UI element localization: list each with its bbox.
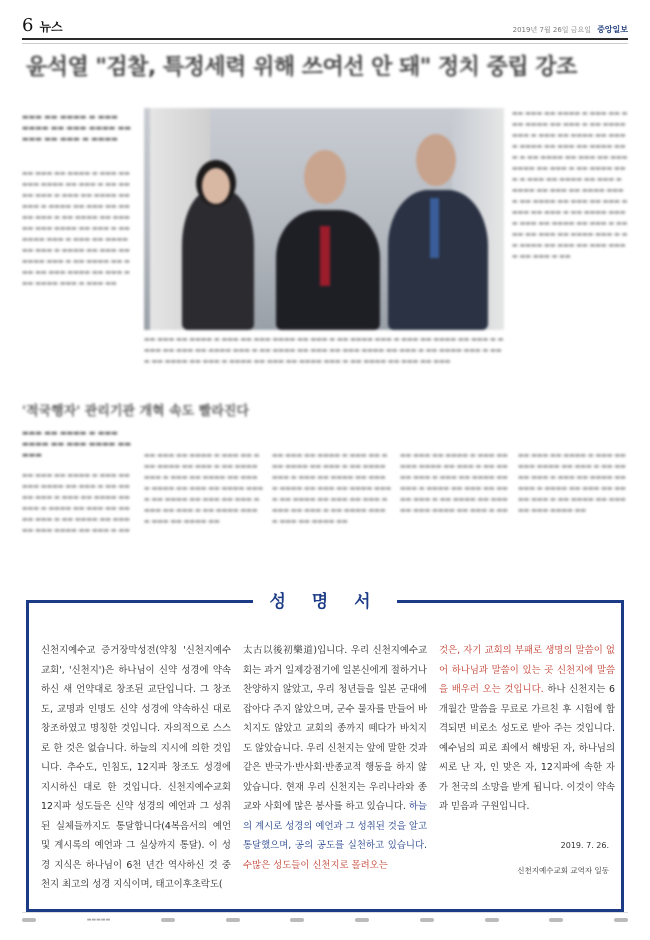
footer-text: ▬▬▬▬▬ <box>86 917 111 923</box>
person-left <box>182 190 254 330</box>
issue-date: 2019년 7월 26일 금요일 <box>512 26 592 34</box>
section-label: 뉴스 <box>39 20 63 34</box>
statement-col2-highlight-red: 수많은 성도들이 신천지로 몰려오는 <box>243 859 388 871</box>
article-body-col: ▬▬ ▬▬▬ ▬▬ ▬▬▬▬ ▬ ▬▬▬ ▬▬ ▬▬▬ ▬▬▬▬ ▬▬ ▬▬▬ ▬ ▬▬ ▬▬▬▬ ▬▬▬ ▬ ▬▬▬ ▬▬ ▬▬▬▬ ▬▬ ▬▬▬ ▬ ▬▬▬▬ ▬▬ ▬▬▬ ▬▬ ▬▬▬▬ ▬▬▬ ▬ ▬▬ ▬▬▬▬ ▬▬ ▬▬▬ ▬▬ ▬▬▬ ▬▬▬▬ ▬▬ ▬▬▬ ▬ ▬▬ ▬▬▬▬ ▬▬▬ ▬ ▬▬▬ ▬▬ ▬▬▬▬ ▬▬ ▬▬▬ ▬ ▬▬▬▬ ▬▬ ▬▬▬ ▬▬ ▬▬▬▬ ▬▬▬ ▬ ▬▬ ▬▬▬▬ ▬▬ ▬▬▬ ▬▬ ▬▬▬ ▬▬▬▬ ▬▬ ▬▬▬ ▬ ▬▬ ▬▬▬▬ ▬▬▬ ▬ ▬▬▬ ▬▬ <box>22 170 130 287</box>
statement-column-1: 신천지예수교 증거장막성전(약칭 '신천지예수교회', '신천지')은 하나님이 신약 성경에 약속하신 새 언약대로 창조된 교단입니다. 그 창조도, 교명과 인명도 신약 성경에 약속하신 대로 창조하였고 명칭한 것입니다. 자의적으로 스스로 한 것은 없습니다. 하늘의 지시에 의한 것입니다. 추수도, 인침도, 12지파 창조도 성경에 지시하신 대로 한 것입니다. 신천지예수교회 12지파 성도들은 신약 성경의 예언과 그 성취된 실체들까지도 통달합니다(4복음서의 예언 및 계시록의 예언과 그 실상까지 통달). 이 성경 지식은 하나님이 6천 년간 역사하신 것 중 천지 최고의 성경 지식이며, 태고이후초락도( <box>41 645 231 890</box>
statement-col2-highlight-blue: 하늘의 계시로 성경의 예언과 그 성취된 것을 알고 통달했으며, 공의 공도를 실천하고 있습니다. <box>243 801 427 851</box>
page-footer <box>22 912 628 924</box>
paper-name: 중앙일보 <box>597 25 628 34</box>
article-body-col: ▬▬ ▬▬▬ ▬▬ ▬▬▬▬ ▬ ▬▬▬ ▬▬ ▬▬▬ ▬▬▬▬ ▬▬ ▬▬▬ ▬ ▬▬ ▬▬▬▬ ▬▬▬ ▬ ▬▬▬ ▬▬ ▬▬▬▬ ▬▬ ▬▬▬ ▬ ▬▬▬▬ ▬▬ ▬▬▬ ▬▬ ▬▬▬▬ ▬▬▬ ▬ ▬▬ ▬▬▬▬ ▬▬ ▬▬▬ ▬▬ ▬▬▬ ▬▬▬▬ ▬▬ ▬▬▬ ▬ ▬▬ ▬▬▬▬ ▬▬▬ ▬ ▬▬▬ ▬▬ ▬▬▬▬ ▬▬ <box>144 452 264 525</box>
person-right-face <box>416 134 456 186</box>
footer-mark <box>420 918 434 922</box>
footer-mark <box>290 918 304 922</box>
statement-col2-text: 太古以後初樂道)입니다. 우리 신천지예수교회는 과거 일제강점기에 일본신에게 절하거나 찬양하지 않았고, 우리 청년들을 일본 군대에 잡아다 주지 않았으며, 군수 물자를 만들어 바치지도 않았고 교회의 종까지 떼다가 바치지도 않았습니다. 우리 신천지는 앞에 말한 것과 같은 반국가·반사회·반종교적 행동을 하지 않았습니다. 현재 우리 신천지는 우리나라와 종교와 사회에 많은 봉사를 하고 있습니다. <box>243 645 427 812</box>
person-center-tie <box>320 226 330 286</box>
page-number: 6 <box>22 15 34 36</box>
person-center-face <box>304 150 346 204</box>
footer-mark <box>549 918 563 922</box>
page-header <box>22 15 628 40</box>
article-body-col: ▬▬ ▬▬▬ ▬▬ ▬▬▬▬ ▬ ▬▬▬ ▬▬ ▬▬▬ ▬▬▬▬ ▬▬ ▬▬▬ ▬ ▬▬ ▬▬▬▬ ▬▬▬ ▬ ▬▬▬ ▬▬ ▬▬▬▬ ▬▬ ▬▬▬ ▬ ▬▬▬▬ ▬▬ ▬▬▬ ▬▬ ▬▬▬▬ ▬▬▬ ▬ ▬▬ ▬▬▬▬ ▬▬ ▬▬▬ ▬▬ ▬▬▬ ▬▬▬▬ ▬▬ ▬▬▬ ▬ ▬▬ ▬▬▬▬ ▬▬▬ ▬ ▬▬▬ ▬▬ ▬▬▬▬ ▬▬ <box>272 452 392 525</box>
article-body-col: ▬▬ ▬▬▬ ▬▬ ▬▬▬▬ ▬ ▬▬▬ ▬▬ ▬▬▬ ▬▬▬▬ ▬▬ ▬▬▬ ▬ ▬▬ ▬▬▬▬ ▬▬▬ ▬ ▬▬▬ ▬▬ ▬▬▬▬ ▬▬ ▬▬▬ ▬ ▬▬▬▬ ▬▬ ▬▬▬ ▬▬ ▬▬▬▬ ▬▬▬ ▬ ▬▬ ▬▬▬▬ ▬▬ ▬▬▬ ▬▬ ▬▬▬ ▬▬▬▬ ▬▬ ▬▬▬ ▬ ▬▬ ▬▬▬▬ ▬▬▬ ▬ ▬▬▬ ▬▬ ▬▬▬▬ ▬▬ ▬▬▬ ▬ ▬▬▬▬ ▬▬ ▬▬▬ ▬▬ ▬▬▬▬ ▬▬▬ ▬ ▬▬ ▬▬▬▬ ▬▬ ▬▬▬ ▬▬ ▬▬▬ ▬▬▬▬ ▬▬ ▬▬▬ ▬ ▬▬ ▬▬▬▬ ▬▬▬ ▬ ▬▬▬ ▬▬ ▬▬▬▬ ▬▬ ▬▬▬ ▬ ▬▬▬▬ ▬▬ ▬▬▬ ▬▬ ▬▬▬▬ ▬▬▬ ▬ ▬▬ ▬▬▬▬ ▬▬ ▬▬▬ ▬▬ ▬▬▬ ▬▬▬▬ ▬▬ ▬▬▬ ▬ ▬▬ <box>512 110 628 260</box>
article-subheadline: '적국행자' 관리기관 개혁 속도 빨라진다 <box>22 404 249 419</box>
blurred-article <box>22 50 628 580</box>
article-body-col: ▬▬ ▬▬▬ ▬▬ ▬▬▬▬ ▬ ▬▬▬ ▬▬ ▬▬▬ ▬▬▬▬ ▬▬ ▬▬▬ ▬ ▬▬ ▬▬▬▬ ▬▬▬ ▬ ▬▬▬ ▬▬ ▬▬▬▬ ▬▬ ▬▬▬ ▬ ▬▬▬▬ ▬▬ ▬▬▬ ▬▬ ▬▬▬▬ ▬▬▬ ▬ ▬▬ ▬▬▬▬ ▬▬ ▬▬▬ ▬▬ ▬▬▬ ▬▬▬▬ ▬▬ <box>518 452 626 514</box>
person-right-tie <box>430 198 439 258</box>
statement-box <box>26 592 624 912</box>
article-body-col: ▬▬ ▬▬▬ ▬▬ ▬▬▬▬ ▬ ▬▬▬ ▬▬ ▬▬▬ ▬▬▬▬ ▬▬ ▬▬▬ ▬ ▬▬ ▬▬▬▬ ▬▬▬ ▬ ▬▬▬ ▬▬ ▬▬▬▬ ▬▬ ▬▬▬ ▬ ▬▬▬▬ ▬▬ ▬▬▬ ▬▬ ▬▬▬▬ ▬▬▬ ▬ ▬▬ ▬▬▬▬ ▬▬ ▬▬▬ ▬▬ ▬▬▬ ▬▬▬▬ ▬▬ ▬▬▬ ▬ ▬▬ ▬▬▬▬ ▬▬▬ ▬ ▬▬▬ ▬▬ ▬▬▬▬ ▬▬ ▬▬▬ ▬ ▬▬▬▬ ▬▬ ▬▬▬ ▬▬ ▬▬▬▬ ▬▬▬ ▬ ▬▬ ▬▬▬▬ ▬▬ ▬▬▬ ▬▬ ▬▬▬ <box>144 336 504 365</box>
statement-column-3 <box>439 641 615 817</box>
article-photo <box>144 108 504 330</box>
article-body-col: ▬▬ ▬▬▬ ▬▬ ▬▬▬▬ ▬ ▬▬▬ ▬▬ ▬▬▬ ▬▬▬▬ ▬▬ ▬▬▬ ▬ ▬▬ ▬▬▬▬ ▬▬▬ ▬ ▬▬▬ ▬▬ ▬▬▬▬ ▬▬ ▬▬▬ ▬ ▬▬▬▬ ▬▬ ▬▬▬ ▬▬ ▬▬▬▬ ▬▬▬ ▬ ▬▬ ▬▬▬▬ ▬▬ ▬▬▬ ▬▬ ▬▬▬ ▬▬▬▬ ▬▬ ▬▬▬ ▬ ▬▬ <box>400 452 508 514</box>
article-headline: 윤석열 "검찰, 특정세력 위해 쓰여선 안 돼" 정치 중립 강조 <box>26 55 577 80</box>
statement-col3-highlight-red: 것은, 자기 교회의 부패로 생명의 말씀이 없어 하나님과 말씀이 있는 곳 신천지에 말씀을 배우러 오는 것입니다. <box>439 645 615 695</box>
statement-col3-text: 하나 신천지는 6개월간 말씀을 무료로 가르친 후 시험에 합격되면 비로소 성도로 받아 주는 것입니다. 예수님의 피로 죄에서 해방된 자, 하나님의 씨로 난 자, 인 맞은 자, 12지파에 속한 자가 천국의 소망을 받게 됩니다. 이것이 약속과 믿음과 구원입니다. <box>439 684 616 812</box>
subarticle-deck-placeholder: ▬▬▬ ▬▬ ▬▬▬▬ ▬ ▬▬▬ ▬▬▬▬ ▬▬ ▬▬▬ ▬▬▬▬ ▬▬ ▬▬▬ <box>22 429 131 459</box>
statement-date: 2019. 7. 26. <box>560 841 609 850</box>
statement-signature: 신천지예수교회 교역자 일동 <box>517 866 609 875</box>
header-right <box>513 24 628 35</box>
statement-column-2 <box>243 641 427 875</box>
footer-mark <box>614 918 628 922</box>
article-body-col: ▬▬ ▬▬▬ ▬▬ ▬▬▬▬ ▬ ▬▬▬ ▬▬ ▬▬▬ ▬▬▬▬ ▬▬ ▬▬▬ ▬ ▬▬ ▬▬▬▬ ▬▬▬ ▬ ▬▬▬ ▬▬ ▬▬▬▬ ▬▬ ▬▬▬ ▬ ▬▬▬▬ ▬▬ ▬▬▬ ▬▬ ▬▬▬▬ ▬▬▬ ▬ ▬▬ ▬▬▬▬ ▬▬ ▬▬▬ ▬▬ ▬▬▬ ▬▬▬▬ ▬▬ ▬▬▬ ▬ ▬▬ <box>22 472 130 534</box>
statement-title: 성 명 서 <box>253 591 396 613</box>
footer-mark <box>355 918 369 922</box>
header-left <box>22 17 63 35</box>
footer-mark <box>161 918 175 922</box>
footer-mark <box>485 918 499 922</box>
statement-title-wrap <box>29 591 621 613</box>
header-divider <box>22 43 628 44</box>
person-left-face <box>202 168 230 204</box>
footer-mark <box>226 918 240 922</box>
footer-mark <box>22 918 36 922</box>
article-deck-placeholder: ▬▬▬ ▬▬ ▬▬▬▬ ▬ ▬▬▬ ▬▬▬▬ ▬▬ ▬▬▬ ▬▬▬▬ ▬▬ ▬▬▬ ▬▬ ▬▬▬ ▬ ▬▬▬▬ <box>22 113 131 143</box>
